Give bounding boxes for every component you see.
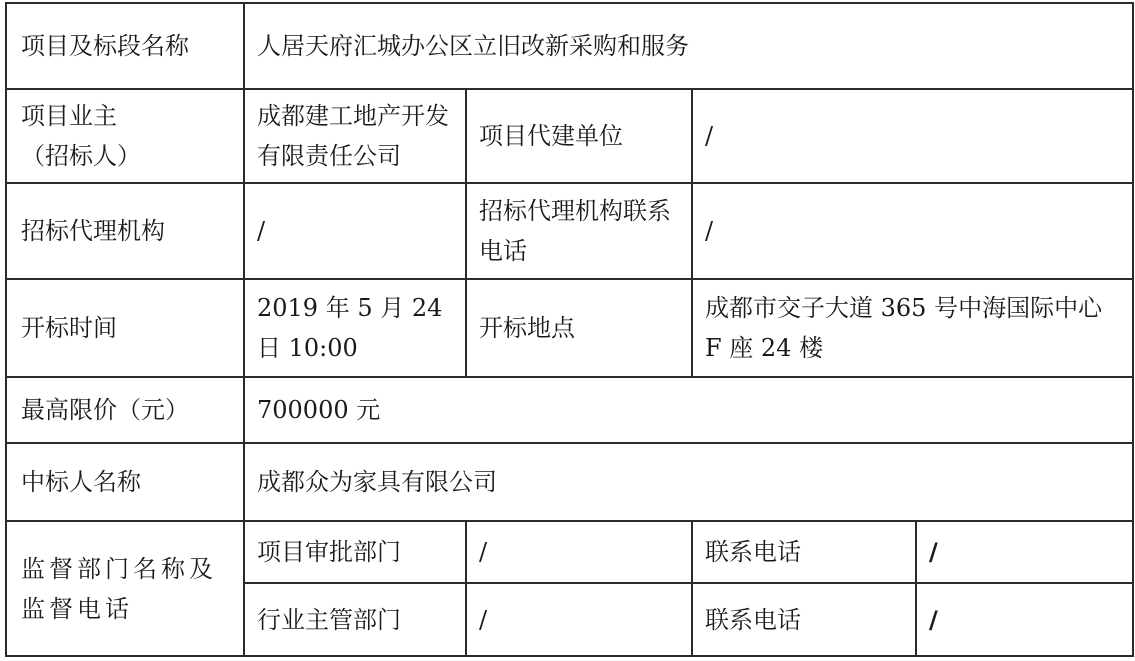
- opening-place-label-cell: [466, 279, 692, 377]
- opening-time-value-cell: [244, 279, 466, 377]
- project-name-label-cell: [6, 3, 244, 89]
- industry-dept-label-cell: [244, 583, 466, 656]
- max-price-label: 最高限价（元）: [21, 396, 189, 424]
- industry-phone-value-cell: [916, 583, 1133, 656]
- approval-phone-value-cell: [916, 521, 1133, 583]
- agent-label: 项目代建单位: [479, 122, 623, 150]
- industry-phone-label: 联系电话: [705, 605, 801, 634]
- approval-dept-value: /: [479, 538, 488, 566]
- project-name-value-cell: [244, 3, 1133, 89]
- row-winner: [6, 443, 1133, 521]
- row-opening: [6, 279, 1133, 377]
- row-bid-agency: [6, 183, 1133, 279]
- winner-label-cell: [6, 443, 244, 521]
- bid-result-table: [5, 2, 1134, 657]
- industry-phone-value: /: [929, 605, 938, 634]
- bid-agency-phone-label-cell: [466, 183, 692, 279]
- agent-value: /: [705, 122, 714, 150]
- supervision-label: 监督部门名称及监督电话: [21, 554, 217, 623]
- approval-dept-label-cell: [244, 521, 466, 583]
- approval-phone-label-cell: [692, 521, 916, 583]
- document-sheet: [5, 2, 1132, 657]
- industry-phone-label-cell: [692, 583, 916, 656]
- approval-phone-value: /: [929, 538, 938, 566]
- opening-place-value-cell: [692, 279, 1133, 377]
- industry-dept-value: /: [479, 605, 488, 634]
- owner-value: 成都建工地产开发有限责任公司: [257, 102, 449, 170]
- opening-time-value: 2019 年 5 月 24 日 10:00: [257, 294, 443, 362]
- row-supervision-approval: [6, 521, 1133, 583]
- supervision-label-cell: [6, 521, 244, 656]
- max-price-label-cell: [6, 377, 244, 443]
- project-name-value: 人居天府汇城办公区立旧改新采购和服务: [257, 32, 689, 60]
- winner-value-cell: [244, 443, 1133, 521]
- row-owner: [6, 89, 1133, 183]
- owner-label-line2: （招标人）: [21, 142, 141, 170]
- owner-label-line1: 项目业主: [21, 102, 117, 130]
- max-price-value: 700000 元: [257, 396, 381, 424]
- opening-time-label-cell: [6, 279, 244, 377]
- owner-label-cell: [6, 89, 244, 183]
- approval-dept-value-cell: [466, 521, 692, 583]
- bid-agency-phone-label: 招标代理机构联系电话: [479, 197, 671, 265]
- row-max-price: [6, 377, 1133, 443]
- bid-agency-value: /: [257, 217, 266, 245]
- industry-dept-value-cell: [466, 583, 692, 656]
- bid-agency-value-cell: [244, 183, 466, 279]
- industry-dept-label: 行业主管部门: [257, 605, 401, 634]
- bid-agency-phone-value-cell: [692, 183, 1133, 279]
- winner-value: 成都众为家具有限公司: [257, 468, 497, 496]
- winner-label: 中标人名称: [21, 468, 141, 496]
- owner-value-cell: [244, 89, 466, 183]
- max-price-value-cell: [244, 377, 1133, 443]
- bid-agency-label-cell: [6, 183, 244, 279]
- opening-place-value: 成都市交子大道 365 号中海国际中心 F 座 24 楼: [705, 294, 1103, 362]
- opening-time-label: 开标时间: [21, 314, 117, 342]
- project-name-label: 项目及标段名称: [21, 32, 189, 60]
- row-project-name: [6, 3, 1133, 89]
- approval-dept-label: 项目审批部门: [257, 538, 401, 566]
- agent-value-cell: [692, 89, 1133, 183]
- opening-place-label: 开标地点: [479, 314, 575, 342]
- approval-phone-label: 联系电话: [705, 538, 801, 566]
- bid-agency-label: 招标代理机构: [21, 217, 165, 245]
- agent-label-cell: [466, 89, 692, 183]
- bid-agency-phone-value: /: [705, 217, 714, 245]
